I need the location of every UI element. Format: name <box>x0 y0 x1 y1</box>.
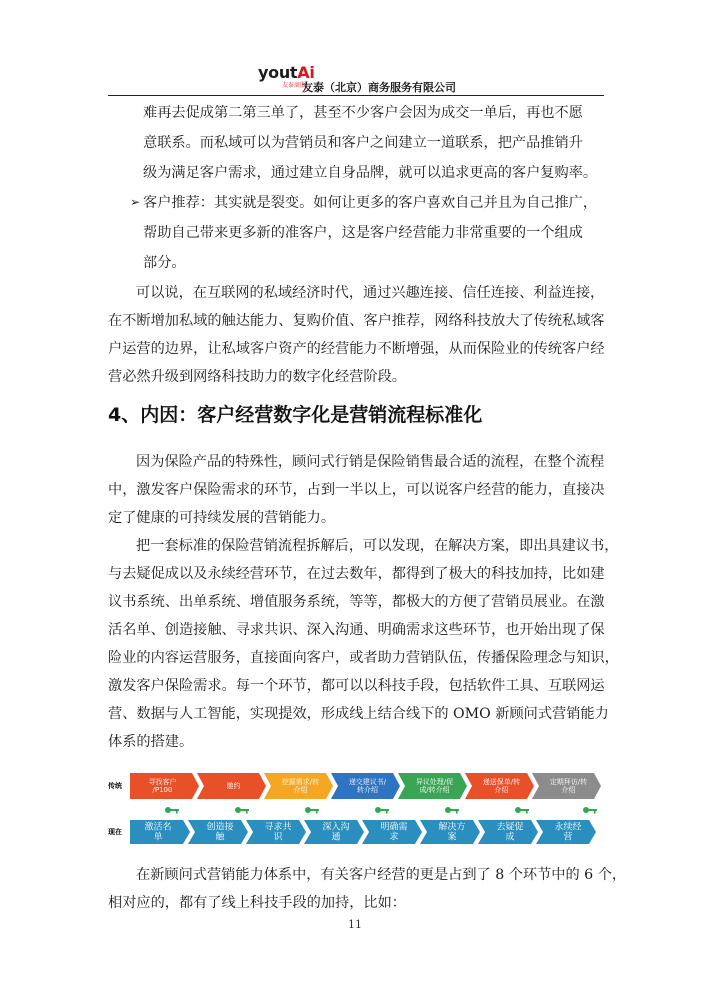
modern-step-label: 去疑促 <box>496 822 524 833</box>
text-line: 定了健康的可持续发展的营销能力。 <box>108 510 336 526</box>
section-heading: 4、内因：客户经营数字化是营销流程标准化 <box>108 404 483 426</box>
key-icon <box>594 811 596 814</box>
text-line: 议书系统、出单系统、增值服务系统，等等，都极大的方便了营销员展业。在激 <box>108 594 605 610</box>
bullet-line: 客户推荐：其实就是裂变。如何让更多的客户喜欢自己并且为自己推广， <box>143 195 598 211</box>
bullet-line: 帮助自己带来更多新的准客户，这是客户经营能力非常重要的一个组成 <box>143 225 583 241</box>
text-line: 激发客户保险需求。每一个环节，都可以以科技手段，包括软件工具、互联网运 <box>108 678 605 694</box>
key-icon <box>588 809 597 811</box>
header-divider <box>108 95 604 96</box>
key-icon <box>316 811 318 814</box>
modern-step-label: 明确需 <box>380 822 408 833</box>
traditional-step-label: 邀约 <box>226 782 241 790</box>
traditional-step-label: 成/转介绍 <box>419 786 450 794</box>
bullet-line: 部分。 <box>143 255 186 271</box>
modern-step-label: 激活名 <box>144 822 172 833</box>
text-line: 级为满足客户需求，通过建立自身品牌，就可以追求更高的客户复购率。 <box>143 165 598 181</box>
modern-step-label: 成 <box>505 832 515 843</box>
traditional-step-label: /P100 <box>152 786 173 794</box>
traditional-step-label: 介绍 <box>561 786 576 794</box>
traditional-step-label: 寻找客户 <box>148 778 177 786</box>
modern-step-label: 触 <box>215 832 225 843</box>
text-line: 体系的搭建。 <box>108 734 194 750</box>
text-line: 在新顾问式营销能力体系中，有关客户经营的更是占到了 8 个环节中的 6 个， <box>136 867 627 883</box>
traditional-step-label: 定期拜访/转 <box>549 778 588 786</box>
key-icon <box>240 809 249 811</box>
modern-step-label: 解决方 <box>438 822 466 833</box>
traditional-step-label: 转介绍 <box>357 786 378 794</box>
text-line: 与去疑促成以及永续经营环节，在过去数年，都得到了极大的科技加持，比如建 <box>108 566 605 582</box>
traditional-step-label: 挖掘需求/转 <box>281 778 320 786</box>
modern-step-label: 通 <box>331 832 341 843</box>
modern-step-label: 创造接 <box>206 822 234 833</box>
key-icon <box>380 809 389 811</box>
modern-step-label: 永续经 <box>554 822 582 833</box>
key-icon <box>456 811 458 814</box>
text-line: 活名单、创造接触、寻求共识、深入沟通、明确需求这些环节，也开始出现了保 <box>108 622 605 638</box>
traditional-step-label: 递交建议书/ <box>348 778 387 786</box>
text-line: 相对应的，都有了线上科技手段的加持，比如： <box>108 895 406 911</box>
traditional-step-label: 介绍 <box>293 786 308 794</box>
modern-step-label: 寻求共 <box>264 822 292 833</box>
key-icon <box>526 811 528 814</box>
logo-wordmark: youtAi <box>258 63 315 82</box>
text-line: 险业的内容运营服务，直接面向客户，或者助力营销队伍，传播保险理念与知识， <box>108 650 619 666</box>
text-line: 中，激发客户保险需求的环节，占到一半以上，可以说客户经营的能力，直接决 <box>108 482 605 498</box>
process-diagram <box>108 766 608 848</box>
text-line: 户运营的边界，让私域客户资产的经营能力不断增强，从而保险业的传统客户经 <box>108 341 605 357</box>
text-line: 难再去促成第二第三单了，甚至不少客户会因为成交一单后，再也不愿 <box>143 105 583 121</box>
text-line: 营、数据与人工智能，实现提效，形成线上结合线下的 OMO 新顾问式营销能力 <box>108 706 609 722</box>
key-icon <box>310 809 319 811</box>
text-line: 因为保险产品的特殊性，顾问式行销是保险销售最合适的流程，在整个流程 <box>136 454 605 470</box>
key-icon <box>386 811 388 814</box>
text-line: 可以说，在互联网的私域经济时代，通过兴趣连接、信任连接、利益连接， <box>136 285 605 301</box>
modern-step-label: 识 <box>273 832 283 843</box>
logo-subtitle: 友泰商服 <box>282 82 307 89</box>
company-name: 友泰（北京）商务服务有限公司 <box>302 81 456 94</box>
page-number: 11 <box>348 918 362 931</box>
key-icon <box>176 811 178 814</box>
traditional-step-label: 递送保单/转 <box>482 778 521 786</box>
key-icon <box>450 809 459 811</box>
traditional-step-label: 介绍 <box>494 786 509 794</box>
process-diagram-svg <box>108 766 608 848</box>
text-line: 营必然升级到网络科技助力的数字化经营阶段。 <box>108 369 406 385</box>
text-line: 意联系。而私域可以为营销员和客户之间建立一道联系，把产品推销升 <box>143 135 583 151</box>
text-line: 在不断增加私域的触达能力、复购价值、客户推荐，网络科技放大了传统私域客 <box>108 313 605 329</box>
modern-step-label: 深入沟 <box>322 822 350 833</box>
traditional-step-label: 异议处理/促 <box>415 778 454 786</box>
text-line: 把一套标准的保险营销流程拆解后，可以发现，在解决方案，即出具建议书， <box>136 538 619 554</box>
row-label-modern: 现在 <box>108 828 122 836</box>
modern-step-label: 单 <box>153 832 163 843</box>
key-icon <box>170 809 179 811</box>
modern-step-label: 求 <box>389 832 399 843</box>
key-icon <box>520 809 529 811</box>
modern-step-label: 案 <box>447 832 457 843</box>
row-label-traditional: 传统 <box>108 782 122 790</box>
bullet-arrow-icon: ➢ <box>130 195 141 209</box>
modern-step-label: 营 <box>563 832 573 843</box>
key-icon <box>246 811 248 814</box>
